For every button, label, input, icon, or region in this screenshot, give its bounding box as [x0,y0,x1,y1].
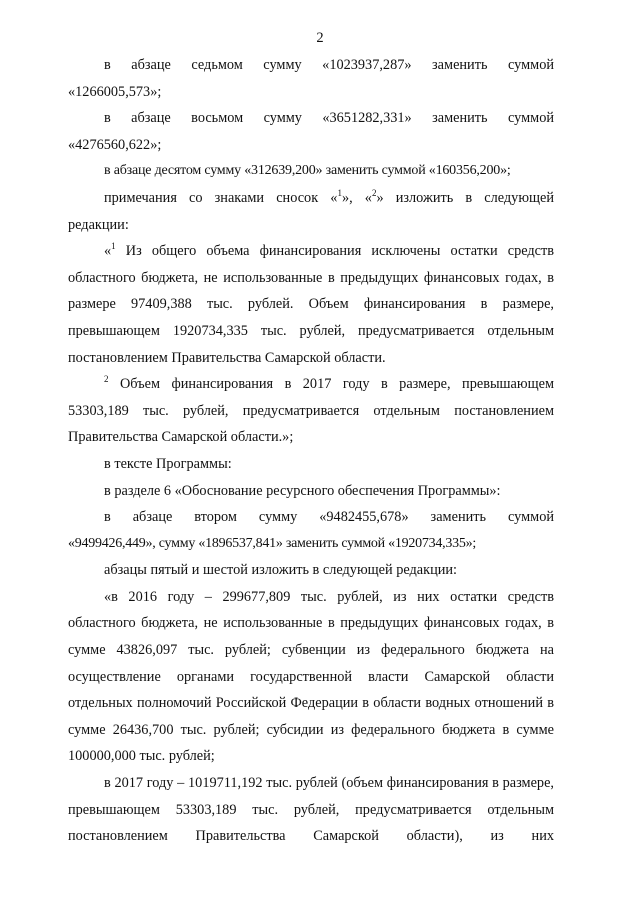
paragraph-text: в 2017 году – 1019711,192 тыс. рублей (объем финансирования в размере, превышающем 53303,189 тыс. рублей, предусматривается отдельным постановлением Правительства Самарской области), из них [68,775,554,845]
paragraph-2016 [68,584,554,770]
footnote-mark-1: 1 [111,241,116,252]
paragraph-text: абзацы пятый и шестой изложить в следующей редакции: [104,562,458,579]
paragraph-text: Из общего объема финансирования исключены остатки средств областного бюджета, не использованные в предыдущих финансовых годах, в размере 97409,388 тыс. рублей. Объем финансирования в размере, превышающем 1920734,335 тыс. рублей, предусматривается отдельным постановлением Правительства Самарской области. [68,243,554,366]
paragraph-text: «1266005,573»; [68,83,162,100]
paragraph-text: », « [341,189,372,206]
paragraph-section-6 [68,478,554,505]
paragraph-notes-intro [68,185,554,212]
paragraph-text: в абзаце восьмом сумму «3651282,331» заменить суммой [104,110,554,127]
paragraph-note-1 [68,238,554,371]
paragraph-text: в абзаце втором сумму «9482455,678» заменить суммой [104,509,554,526]
paragraph-abzac-2 [68,504,554,531]
paragraph-abzac-2-cont [68,531,554,558]
paragraph-text: в абзаце седьмом сумму «1023937,287» заменить суммой [104,57,554,73]
paragraph-abzac-8-cont [68,132,554,159]
paragraph-program-text [68,451,554,478]
paragraph-abzac-7 [68,52,554,79]
paragraph-abzac-7-cont [68,79,554,106]
paragraph-text: « [104,243,112,260]
paragraph-abzacy-5-6 [68,557,554,584]
paragraph-text: «9499426,449», сумму «1896537,841» заменить суммой «1920734,335»; [68,535,477,551]
paragraph-text: в абзаце десятом сумму «312639,200» заменить суммой «160356,200»; [104,163,511,179]
paragraph-text: Объем финансирования в 2017 году в размере, превышающем 53303,189 тыс. рублей, предусматривается отдельным постановлением Правительства Самарской области.»; [68,376,554,446]
paragraph-text: редакции: [68,216,129,233]
paragraph-2017 [68,770,554,850]
paragraph-text: «в 2016 году – 299677,809 тыс. рублей, из них остатки средств областного бюджета, не использованные в предыдущих финансовых годах, в сумме 43826,097 тыс. рублей; субвенции из федерального бюджета на осуществление органами государственной власти Самарской области отдельных полномочий Российской Федерации в области водных отношений в сумме 26436,700 тыс. рублей; субсидии из федерального бюджета в сумме 100000,000 тыс. рублей; [68,588,554,765]
paragraph-text: » изложить в следующей [376,189,555,206]
paragraph-note-2 [68,371,554,451]
paragraph-text: в тексте Программы: [104,455,232,472]
paragraph-text: «4276560,622»; [68,136,162,153]
footnote-mark-1: 1 [337,187,342,198]
footnote-mark-2: 2 [371,187,377,198]
paragraph-abzac-8 [68,105,554,132]
paragraph-text: примечания со знаками сносок « [104,189,338,206]
footnote-mark-2: 2 [104,374,109,385]
paragraph-abzac-10 [68,158,554,185]
document-body [68,52,554,850]
page-number: 2 [316,30,324,46]
paragraph-notes-intro-cont [68,212,554,239]
paragraph-text: в разделе 6 «Обоснование ресурсного обеспечения Программы»: [104,482,501,499]
